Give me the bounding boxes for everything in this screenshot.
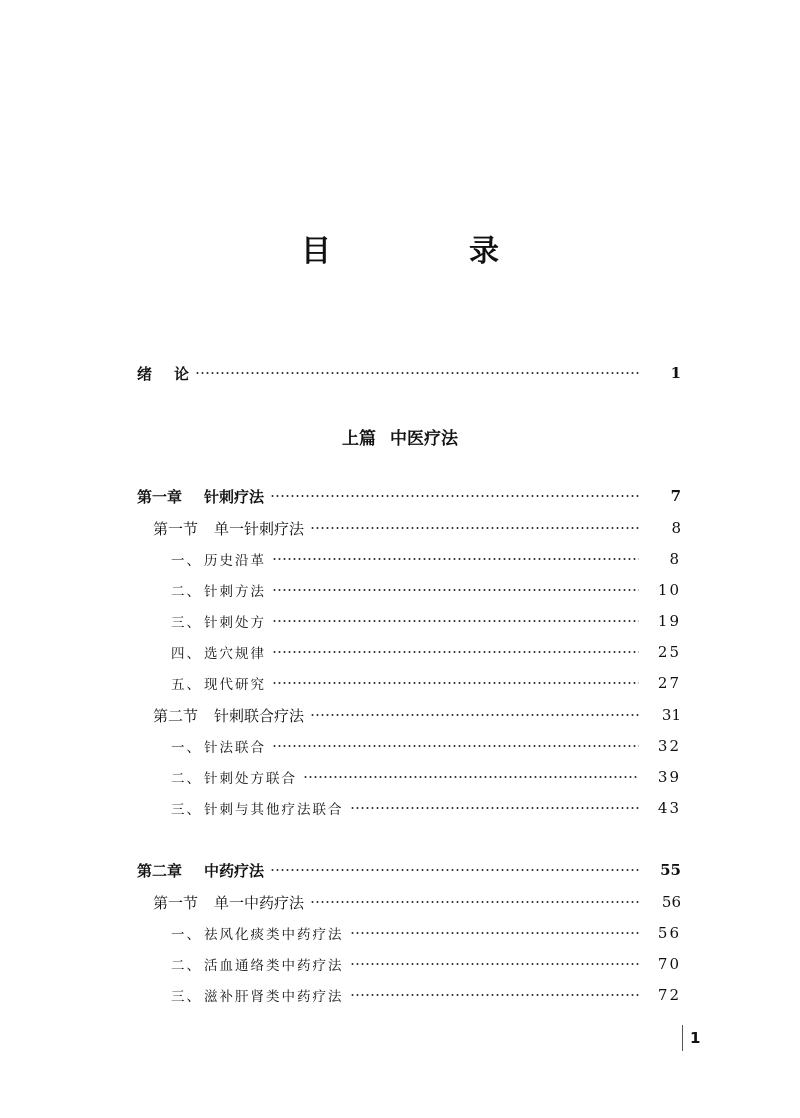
toc-page-number: 39 <box>657 768 681 786</box>
toc-entry-item[interactable] <box>0 578 800 602</box>
leader-dots <box>272 558 639 560</box>
toc-page-number: 27 <box>657 674 681 692</box>
toc-entry-number: 二、 <box>171 584 202 600</box>
toc-page-number: 56 <box>661 893 681 911</box>
folio-rule <box>682 1025 683 1051</box>
toc-entry-title: 选穴规律 <box>204 646 266 662</box>
toc-entry-title: 现代研究 <box>204 677 266 693</box>
toc-entry-intro[interactable] <box>0 361 800 385</box>
toc-page-number: 32 <box>657 737 681 755</box>
toc-page-number: 72 <box>657 986 681 1004</box>
toc-intro-label-2: 论 <box>174 364 190 383</box>
leader-dots <box>272 620 639 622</box>
page-title: 目 录 <box>301 234 553 269</box>
toc-page-number: 8 <box>669 550 681 568</box>
toc-entry-item[interactable] <box>0 796 800 820</box>
toc-page-number: 1 <box>670 364 681 382</box>
toc-entry-title: 单一中药疗法 <box>214 893 305 912</box>
toc-entry-title: 针法联合 <box>204 740 266 756</box>
leader-dots <box>272 651 639 653</box>
toc-entry-number: 二、 <box>171 771 202 787</box>
page-number: 1 <box>690 1029 701 1047</box>
toc-entry-number: 一、 <box>171 553 202 569</box>
toc-entry-title: 针刺与其他疗法联合 <box>204 802 344 818</box>
toc-entry-title: 中药疗法 <box>204 861 265 880</box>
toc-entry-number: 第一节 <box>153 519 199 538</box>
toc-entry-item[interactable] <box>0 671 800 695</box>
toc-page-number: 19 <box>657 612 681 630</box>
toc-page-number: 56 <box>657 924 681 942</box>
toc-page-number: 55 <box>660 861 681 879</box>
part-heading-right: 中医疗法 <box>390 429 458 449</box>
leader-dots <box>350 932 640 934</box>
toc-entry-number: 三、 <box>171 615 202 631</box>
leader-dots <box>270 869 639 871</box>
toc-entry-number: 第一节 <box>153 893 199 912</box>
toc-entry-number: 第二节 <box>153 706 199 725</box>
toc-entry-title: 历史沿革 <box>204 553 266 569</box>
toc-entry-item[interactable] <box>0 921 800 945</box>
toc-entry-chapter[interactable] <box>0 484 800 508</box>
leader-dots <box>310 901 639 903</box>
part-heading-left: 上篇 <box>342 429 376 449</box>
toc-entry-section[interactable] <box>0 890 800 914</box>
leader-dots <box>272 682 639 684</box>
toc-entry-number: 一、 <box>171 740 202 756</box>
leader-dots <box>310 714 639 716</box>
toc-entry-item[interactable] <box>0 765 800 789</box>
toc-entry-title: 针刺联合疗法 <box>214 706 305 725</box>
leader-dots <box>272 589 639 591</box>
part-heading <box>0 424 800 449</box>
toc-entry-chapter[interactable] <box>0 858 800 882</box>
toc-page-number: 25 <box>657 643 681 661</box>
toc-entry-item[interactable] <box>0 952 800 976</box>
leader-dots <box>310 527 639 529</box>
leader-dots <box>270 495 639 497</box>
toc-entry-item[interactable] <box>0 983 800 1007</box>
toc-entry-item[interactable] <box>0 547 800 571</box>
toc-entry-title: 单一针刺疗法 <box>214 519 305 538</box>
toc-entry-section[interactable] <box>0 516 800 540</box>
toc-entry-number: 第一章 <box>137 487 183 506</box>
toc-entry-number: 四、 <box>171 646 202 662</box>
toc-page-number: 43 <box>657 799 681 817</box>
toc-page-number: 10 <box>657 581 681 599</box>
leader-dots <box>303 776 639 778</box>
leader-dots <box>350 994 640 996</box>
toc-entry-number: 五、 <box>171 677 202 693</box>
leader-dots <box>350 963 640 965</box>
toc-page-number: 7 <box>670 487 681 505</box>
toc-entry-title: 针刺处方联合 <box>204 771 297 787</box>
toc-page-number: 8 <box>671 519 681 537</box>
toc-entry-item[interactable] <box>0 734 800 758</box>
toc-entry-number: 三、 <box>171 989 202 1005</box>
toc-page-number: 31 <box>661 706 681 724</box>
toc-entry-item[interactable] <box>0 609 800 633</box>
toc-entry-title: 针刺处方 <box>204 615 266 631</box>
toc-entry-title: 针刺方法 <box>204 584 266 600</box>
toc-entry-number: 二、 <box>171 958 202 974</box>
leader-dots <box>350 807 640 809</box>
toc-entry-section[interactable] <box>0 703 800 727</box>
toc-entry-title: 活血通络类中药疗法 <box>204 958 344 974</box>
leader-dots <box>195 372 639 374</box>
toc-intro-label-1: 绪 <box>137 364 153 383</box>
leader-dots <box>272 745 639 747</box>
toc-entry-item[interactable] <box>0 640 800 664</box>
toc-entry-number: 三、 <box>171 802 202 818</box>
toc-entry-title: 祛风化痰类中药疗法 <box>204 927 344 943</box>
toc-entry-number: 一、 <box>171 927 202 943</box>
toc-page-number: 70 <box>657 955 681 973</box>
toc-entry-title: 滋补肝肾类中药疗法 <box>204 989 344 1005</box>
toc-entry-number: 第二章 <box>137 861 183 880</box>
toc-entry-title: 针刺疗法 <box>204 487 265 506</box>
